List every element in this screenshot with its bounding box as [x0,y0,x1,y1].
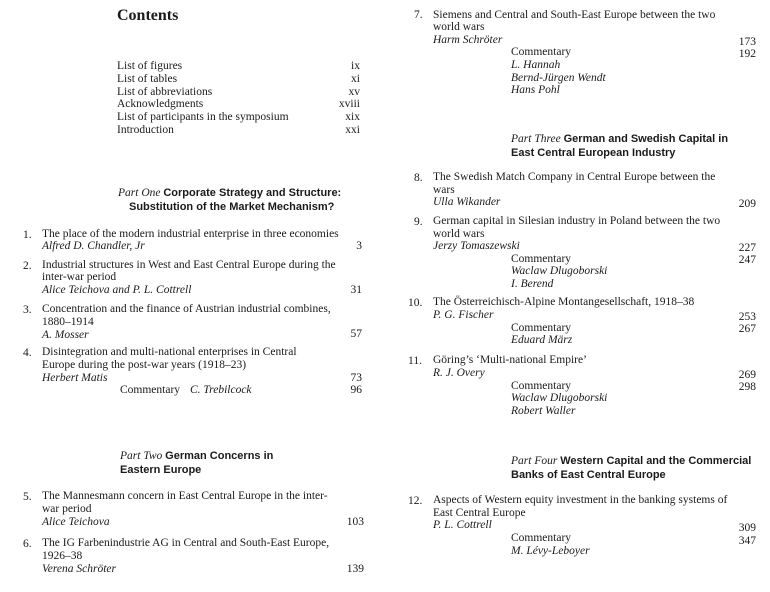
chapter-title: world wars [433,21,485,33]
commentary-label: Commentary [511,532,572,544]
chapter-title: The place of the modern industrial enterprise in three economies [42,228,339,240]
part-three-heading [511,133,728,146]
front-item-page: xviii [338,98,360,110]
chapter-page: 3 [356,240,362,252]
chapter-author: Verena Schröter [42,563,116,575]
chapter-page: 139 [346,563,364,575]
chapter-author: P. G. Fischer [433,309,494,321]
commentary-label: Commentary [511,380,572,392]
chapter-page: 173 [738,36,756,48]
chapter-page: 227 [738,242,756,254]
chapter-title: Concentration and the finance of Austrian industrial combines, [42,303,331,315]
chapter-number: 11. [408,355,422,367]
part-title: Western Capital and the Commercial [560,455,752,467]
commentary-page: 298 [738,381,756,393]
part-prefix: Part One [118,187,161,199]
part-prefix: Part Four [511,455,558,467]
commentary-page: 267 [738,323,756,335]
commentary-page: 347 [738,535,756,547]
chapter-author: P. L. Cottrell [433,519,492,531]
commentator: Waclaw Dlugoborski [511,265,608,277]
part-title: Corporate Strategy and Structure: [163,187,342,199]
chapter-number: 1. [23,229,32,241]
chapter-title: The Österreichisch-Alpine Montangesellschaft, 1918–38 [433,296,695,308]
part-prefix: Part Two [120,450,163,462]
commentator: M. Lévy-Leboyer [511,545,590,557]
part-subtitle: East Central European Industry [511,147,676,159]
chapter-page: 309 [738,522,756,534]
front-item-label: List of participants in the symposium [117,111,289,123]
chapter-author: Alice Teichova and P. L. Cottrell [42,284,192,296]
commentary-label: Commentary [120,384,181,396]
chapter-page: 209 [738,198,756,210]
chapter-page: 73 [350,372,362,384]
part-title: German Concerns in [165,450,274,462]
commentator: Eduard März [511,334,573,346]
chapter-title: Disintegration and multi-national enterprises in Central [42,346,297,358]
chapter-title: Siemens and Central and South-East Europe between the two [433,9,716,21]
chapter-page: 31 [350,284,362,296]
chapter-title: Europe during the post-war years (1918–23) [42,359,247,371]
chapter-title: 1880–1914 [42,316,94,328]
chapter-title: The IG Farbenindustrie AG in Central and South-East Europe, [42,537,330,549]
front-item-label: List of figures [117,60,183,72]
chapter-number: 4. [23,347,32,359]
chapter-author: R. J. Overy [433,367,485,379]
chapter-title: Industrial structures in West and East Central Europe during the [42,259,336,271]
commentary-label: Commentary [511,46,572,58]
front-item-label: Acknowledgments [117,98,204,110]
chapter-number: 7. [414,9,423,21]
chapter-author: Alice Teichova [42,516,110,528]
commentary-label: Commentary [511,322,572,334]
chapter-title: inter-war period [42,271,117,283]
chapter-page: 269 [738,369,756,381]
chapter-title: Aspects of Western equity investment in the banking systems of [433,494,728,506]
chapter-number: 3. [23,304,32,316]
part-title: German and Swedish Capital in [563,133,729,145]
chapter-title: The Mannesmann concern in East Central Europe in the inter- [42,490,328,502]
front-item-label: List of tables [117,73,178,85]
chapter-title: East Central Europe [433,507,526,519]
commentary-label: Commentary [511,253,572,265]
front-item-page: xxi [345,124,360,136]
commentator: Robert Waller [511,405,576,417]
front-item-page: xv [348,86,360,98]
chapter-title: German capital in Silesian industry in Poland between the two [433,215,721,227]
contents-title: Contents [117,7,179,24]
chapter-number: 10. [408,297,423,309]
chapter-author: A. Mosser [42,329,89,341]
part-prefix: Part Three [511,133,561,145]
commentator: I. Berend [511,278,554,290]
part-one-heading [118,187,341,200]
chapter-author: Ulla Wikander [433,196,501,208]
front-item-page: xi [351,73,360,85]
front-item-page: ix [351,60,360,72]
chapter-title: world wars [433,228,485,240]
part-two-heading [120,450,273,463]
chapter-number: 9. [414,216,423,228]
chapter-number: 5. [23,491,32,503]
commentary-page: 96 [350,384,362,396]
front-item-label: Introduction [117,124,174,136]
part-subtitle: Banks of East Central Europe [511,469,666,481]
chapter-page: 57 [350,328,362,340]
chapter-title: wars [433,184,455,196]
commentator: L. Hannah [511,59,561,71]
commentator: Waclaw Dlugoborski [511,392,608,404]
commentator: Hans Pohl [511,84,560,96]
chapter-title: war period [42,503,92,515]
front-item-label: List of abbreviations [117,86,213,98]
chapter-author: Jerzy Tomaszewski [433,240,520,252]
commentary-page: 192 [738,48,756,60]
chapter-title: 1926–38 [42,550,83,562]
chapter-page: 103 [346,516,364,528]
chapter-author: Alfred D. Chandler, Jr [42,240,145,252]
right-page [385,0,770,592]
commentary-page: 247 [738,254,756,266]
chapter-number: 12. [408,495,423,507]
front-item-page: xix [345,111,360,123]
chapter-author: Harm Schröter [433,34,503,46]
chapter-author: Herbert Matis [42,372,108,384]
commentator: Bernd-Jürgen Wendt [511,72,606,84]
commentator: C. Trebilcock [190,384,252,396]
chapter-number: 8. [414,172,423,184]
chapter-page: 253 [738,311,756,323]
chapter-number: 6. [23,538,32,550]
part-subtitle: Substitution of the Market Mechanism? [129,201,335,213]
part-subtitle: Eastern Europe [120,464,202,476]
chapter-title: The Swedish Match Company in Central Europe between the [433,171,716,183]
chapter-title: Göring’s ‘Multi-national Empire’ [433,354,587,366]
part-four-heading [511,455,751,468]
chapter-number: 2. [23,260,32,272]
